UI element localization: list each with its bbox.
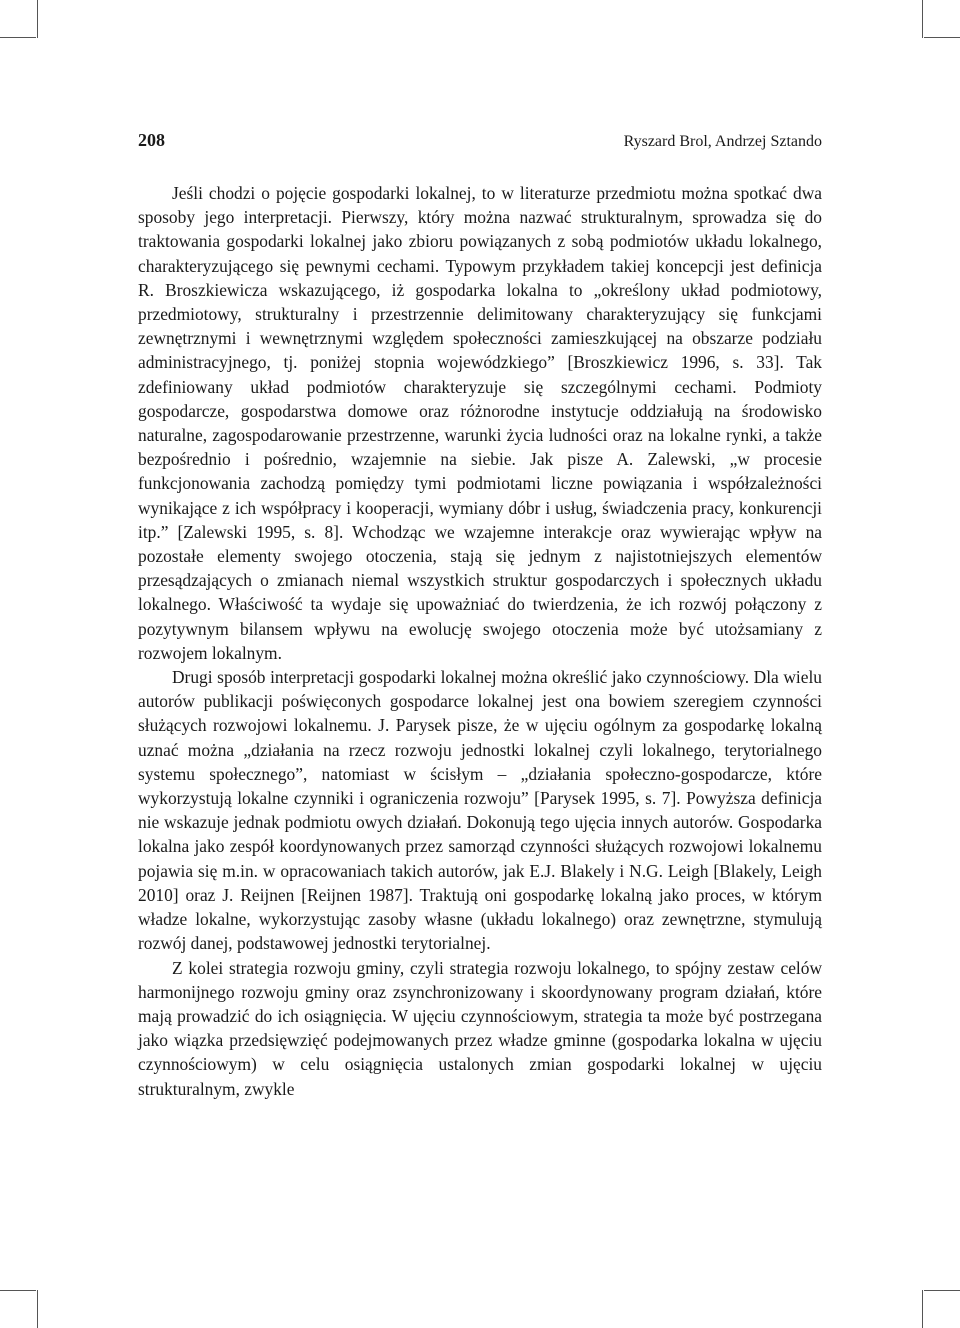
crop-mark-top-left-horizontal — [0, 37, 36, 38]
crop-mark-top-right-vertical — [922, 0, 923, 38]
paragraph-functional-interpretation: Drugi sposób interpretacji gospodarki lokalnej można określić jako czynnościowy. Dla wielu autorów publikacji poświęconych gospodarce lokalnej jest ona bowiem szeregiem czynności służących rozwojowi lokalnemu. J. Parysek pisze, że w ujęciu ogólnym za gospodarkę lokalną uznać można „działania na rzecz rozwoju jednostki lokalnej czyli lokalnego, terytorialnego systemu społecznego”, natomiast w ścisłym – „działania społeczno-gospodarcze, które wykorzystują lokalne czynniki i ograniczenia rozwoju” [Parysek 1995, s. 7]. Powyższa definicja nie wskazuje jednak podmiotu owych działań. Dokonują tego ujęcia innych autorów. Gospodarka lokalna jako zespół koordynowanych przez samorząd czynności służących rozwojowi lokalnemu pojawia się m.in. w opracowaniach takich autorów, jak E.J. Blakely i N.G. Leigh [Blakely, Leigh 2010] oraz J. Reijnen [Reijnen 1987]. Traktują oni gospodarkę lokalną jako proces, w którym władze lokalne, wykorzystując zasoby własne (układu lokalnego) oraz zewnętrzne, stymulują rozwój danej, podstawowej jednostki terytorialnej. — [138, 667, 822, 954]
paragraph-development-strategy: Z kolei strategia rozwoju gminy, czyli strategia rozwoju lokalnego, to spójny zestaw celów harmonijnego rozwoju gminy oraz zsynchronizowany i skoordynowany program działań, które mają prowadzić do ich osiągnięcia. W ujęciu czynnościowym, strategia ta może być postrzegana jako wiązka przedsięwzięć podejmowanych przez władze gminne (gospodarka lokalna w ujęciu czynnościowym) w celu osiągnięcia ustalonych zmian gospodarki lokalnej w ujęciu strukturalnym, zwykle — [138, 957, 822, 1099]
crop-mark-bottom-right-vertical — [922, 1290, 923, 1328]
running-head — [138, 130, 822, 156]
paragraph-structural-interpretation: Jeśli chodzi o pojęcie gospodarki lokalnej, to w literaturze przedmiotu można spotkać dwa sposoby jego interpretacji. Pierwszy, który można nazwać strukturalnym, sprowadza się do traktowania gospodarki lokalnej jako zbioru powiązanych z sobą podmiotów układu lokalnego, charakteryzującego się pewnymi cechami. Typowym przykładem takiej koncepcji jest definicja R. Broszkiewicza wskazującego, iż gospodarka lokalna to „określony układ podmiotowy, przedmiotowy, strukturalny i przestrzennie delimitowany charakteryzujący się funkcjami zewnętrznymi i wewnętrznymi względem społeczności zamieszkującej na obszarze podziału administracyjnego, tj. poniżej stopnia wojewódzkiego” [Broszkiewicz 1996, s. 33]. Tak zdefiniowany układ podmiotów charakteryzuje się szczególnymi cechami. Podmioty gospodarcze, gospodarstwa domowe oraz różnorodne instytucje oddziałują na środowisko naturalne, zagospodarowanie przestrzenne, warunki życia ludności oraz na lokalne rynki, a także bezpośrednio i pośrednio, wzajemnie na siebie. Jak pisze A. Zalewski, „w procesie funkcjonowania zachodzą pomiędzy tymi podmiotami liczne powiązania i współzależności wynikające z ich współpracy i kooperacji, wymiany dóbr i usług, świadczenia pracy, konkurencji itp.” [Zalewski 1995, s. 8]. Wchodząc we wzajemne interakcje oraz wywierając wpływ na pozostałe elementy swojego otoczenia, stają się jednym z najistotniejszych elementów przesądzających o zmianach niemal wszystkich struktur gospodarczych i społecznych układu lokalnego. Właściwość ta wydaje się upoważniać do twierdzenia, że ich rozwój połączony z pozytywnym bilansem wpływu na ewolucję swojego otoczenia może być utożsamiany z rozwojem lokalnym. — [138, 183, 822, 663]
page-number: 208 — [138, 130, 165, 150]
crop-mark-bottom-left-vertical — [37, 1290, 38, 1328]
running-head-authors: Ryszard Brol, Andrzej Sztando — [623, 133, 822, 150]
crop-mark-bottom-left-horizontal — [0, 1290, 36, 1291]
crop-mark-top-right-horizontal — [924, 37, 960, 38]
body-text — [138, 181, 822, 1101]
crop-mark-top-left-vertical — [37, 0, 38, 38]
crop-mark-bottom-right-horizontal — [924, 1290, 960, 1291]
